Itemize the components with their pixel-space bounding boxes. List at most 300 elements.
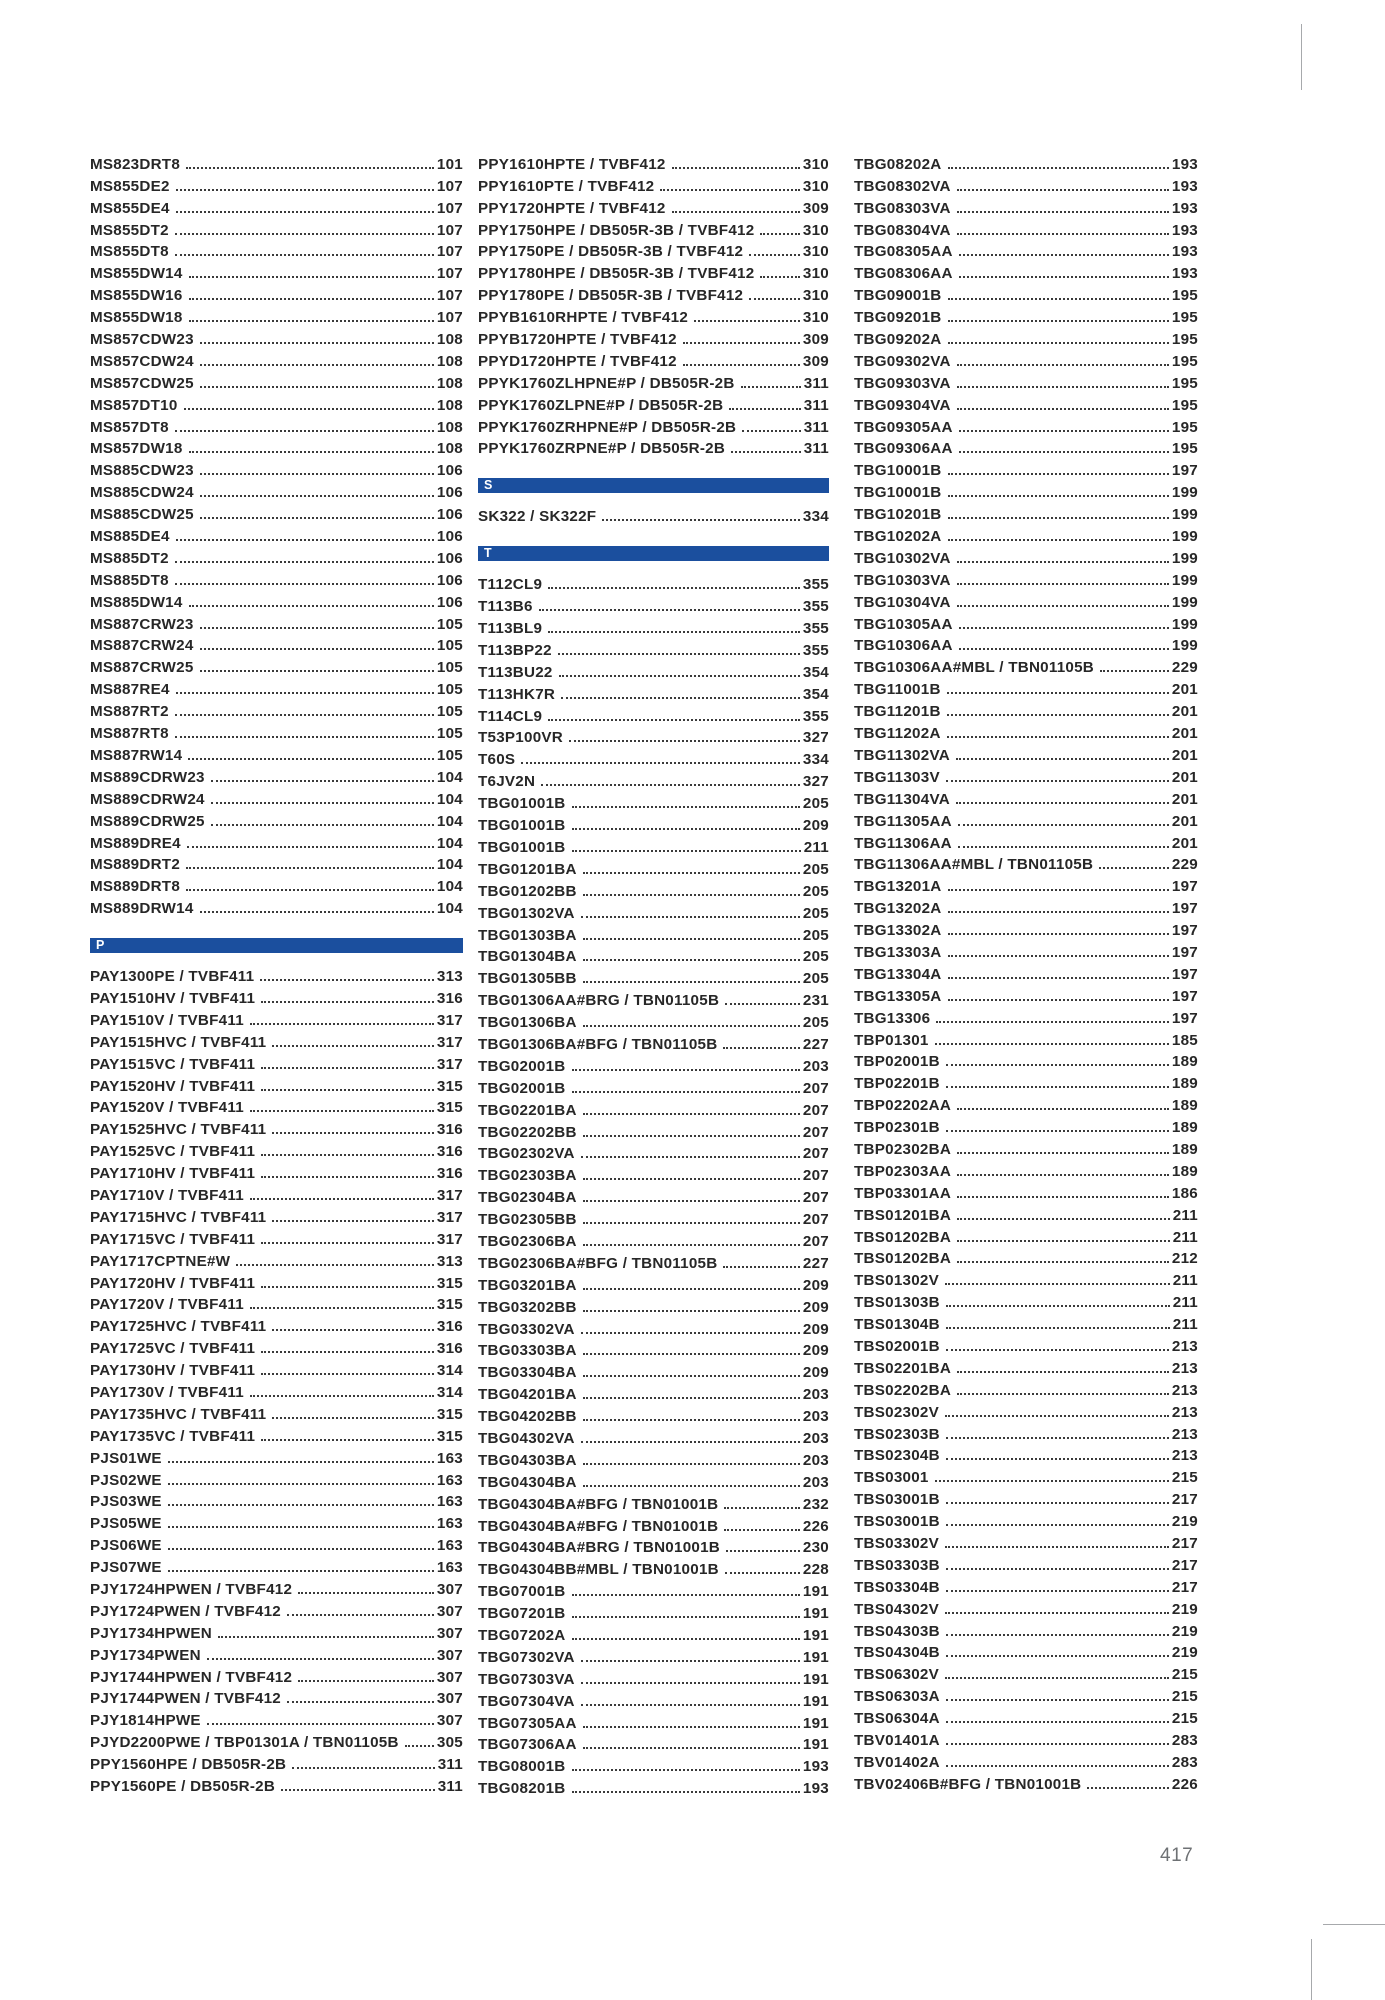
entry-model-code: MS889CDRW24	[90, 790, 205, 808]
dot-leader	[749, 254, 800, 256]
entry-model-code: TBV01402A	[854, 1753, 940, 1771]
entry-model-code: MS855DE2	[90, 177, 170, 195]
index-entry	[478, 1535, 829, 1557]
entry-page-number: 213	[1171, 1447, 1198, 1465]
entry-model-code: PPY1560PE / DB505R-2B	[90, 1778, 276, 1796]
dot-leader	[572, 806, 800, 808]
entry-page-number: 193	[1171, 155, 1198, 173]
index-entry	[90, 1751, 463, 1773]
dot-leader	[946, 1743, 1169, 1745]
entry-page-number: 232	[802, 1495, 829, 1513]
dot-leader	[561, 697, 800, 699]
entry-page-number: 205	[802, 1014, 829, 1032]
dot-leader	[581, 1660, 800, 1662]
entry-model-code: TBP02201B	[854, 1075, 940, 1093]
entry-page-number: 207	[802, 1145, 829, 1163]
index-entry	[478, 856, 829, 878]
index-entry	[854, 1486, 1198, 1508]
entry-page-number: 205	[802, 970, 829, 988]
entry-page-number: 316	[436, 1143, 463, 1161]
dot-leader	[583, 1419, 800, 1421]
dot-leader	[572, 1769, 800, 1771]
crop-mark-top-right	[1301, 24, 1302, 90]
dot-leader	[583, 1726, 800, 1728]
dot-leader	[583, 1485, 800, 1487]
entry-model-code: TBG01001B	[478, 817, 566, 835]
entry-model-code: TBS03001	[854, 1469, 929, 1487]
dot-leader	[946, 1349, 1169, 1351]
index-entry	[854, 1530, 1198, 1552]
index-entry	[854, 414, 1198, 436]
entry-page-number: 105	[436, 659, 463, 677]
dot-leader	[583, 1178, 800, 1180]
entry-model-code: TBS03001B	[854, 1491, 940, 1509]
dot-leader	[957, 211, 1169, 213]
entry-page-number: 193	[1171, 177, 1198, 195]
entry-page-number: 203	[802, 1429, 829, 1447]
index-entry	[478, 348, 829, 370]
entry-model-code: MS887CRW25	[90, 659, 194, 677]
entry-model-code: TBG02001B	[478, 1057, 566, 1075]
entry-model-code: TBG03201BA	[478, 1276, 577, 1294]
index-entry	[90, 567, 463, 589]
index-entry	[854, 1114, 1198, 1136]
dot-leader	[583, 981, 800, 983]
entry-page-number: 201	[1171, 834, 1198, 852]
dot-leader	[683, 364, 800, 366]
entry-page-number: 108	[436, 352, 463, 370]
dot-leader	[583, 1747, 800, 1749]
dot-leader	[583, 1200, 800, 1202]
entry-page-number: 310	[802, 155, 829, 173]
index-entry	[90, 1313, 463, 1335]
dot-leader	[958, 824, 1169, 826]
entry-page-number: 105	[436, 746, 463, 764]
index-entry	[478, 878, 829, 900]
index-entry	[854, 676, 1198, 698]
dot-leader	[292, 1767, 434, 1769]
index-entry	[90, 1226, 463, 1248]
entry-model-code: MS857CDW24	[90, 352, 194, 370]
entry-model-code: T113HK7R	[478, 685, 556, 703]
entry-model-code: TBS04302V	[854, 1600, 939, 1618]
index-entry	[854, 1311, 1198, 1333]
index-entry	[90, 611, 463, 633]
entry-page-number: 106	[436, 593, 463, 611]
entry-model-code: TBV02406B#BFG / TBN01001B	[854, 1775, 1082, 1793]
entry-model-code: TBS03303B	[854, 1556, 940, 1574]
index-entry	[854, 961, 1198, 983]
dot-leader	[959, 451, 1169, 453]
index-entry	[854, 370, 1198, 392]
dot-leader	[261, 1089, 434, 1091]
dot-leader	[948, 517, 1169, 519]
entry-model-code: SK322 / SK322F	[478, 508, 597, 526]
entry-model-code: PPY1750HPE / DB505R-3B / TVBF412	[478, 221, 755, 239]
dot-leader	[749, 298, 800, 300]
index-entry	[478, 1009, 829, 1031]
dot-leader	[725, 1003, 800, 1005]
entry-model-code: TBP02001B	[854, 1053, 940, 1071]
dot-leader	[186, 867, 434, 869]
entry-page-number: 195	[1171, 396, 1198, 414]
entry-model-code: TBG07302VA	[478, 1648, 575, 1666]
dot-leader	[236, 1264, 434, 1266]
dot-leader	[176, 539, 434, 541]
entry-page-number: 191	[802, 1627, 829, 1644]
entry-model-code: PPYK1760ZLPNE#P / DB505R-2B	[478, 396, 724, 414]
entry-model-code: TBG01303BA	[478, 926, 577, 944]
entry-page-number: 106	[436, 506, 463, 524]
dot-leader	[957, 1174, 1169, 1176]
entry-model-code: MS823DRT8	[90, 155, 181, 173]
index-entry	[478, 922, 829, 944]
index-entry	[90, 392, 463, 414]
entry-model-code: TBG09306AA	[854, 440, 953, 458]
entry-model-code: PJY1724PWEN / TVBF412	[90, 1602, 281, 1620]
entry-page-number: 310	[802, 309, 829, 327]
entry-model-code: MS885DT2	[90, 549, 169, 567]
entry-model-code: TBS02303B	[854, 1425, 940, 1443]
entry-model-code: TBG04302VA	[478, 1429, 575, 1447]
index-entry	[854, 1377, 1198, 1399]
entry-model-code: PPY1720HPTE / TVBF412	[478, 199, 666, 217]
entry-model-code: TBG10304VA	[854, 593, 951, 611]
entry-page-number: 107	[436, 199, 463, 217]
entry-model-code: TBP02301B	[854, 1119, 940, 1137]
dot-leader	[726, 1550, 800, 1552]
index-entry	[90, 1554, 463, 1576]
entry-model-code: T6JV2N	[478, 773, 536, 791]
dot-leader	[945, 1546, 1169, 1548]
index-entry	[90, 963, 463, 985]
index-entry	[854, 1421, 1198, 1443]
dot-leader	[272, 1329, 434, 1331]
dot-leader	[176, 692, 434, 694]
entry-page-number: 209	[802, 1320, 829, 1338]
dot-leader	[725, 1572, 800, 1574]
entry-page-number: 219	[1171, 1622, 1198, 1640]
entry-page-number: 199	[1171, 571, 1198, 589]
dot-leader	[218, 1636, 434, 1638]
index-entry	[854, 786, 1198, 808]
entry-model-code: TBG10306AA	[854, 637, 953, 655]
index-entry	[90, 457, 463, 479]
entry-page-number: 108	[436, 331, 463, 349]
entry-model-code: TBG13202A	[854, 900, 942, 918]
index-entry	[90, 523, 463, 545]
entry-model-code: TBV01401A	[854, 1732, 940, 1750]
index-entry	[854, 457, 1198, 479]
dot-leader	[583, 1025, 800, 1027]
entry-page-number: 315	[436, 1099, 463, 1117]
entry-page-number: 107	[436, 309, 463, 327]
entry-page-number: 226	[802, 1517, 829, 1535]
entry-page-number: 310	[802, 177, 829, 195]
entry-page-number: 203	[802, 1408, 829, 1426]
entry-page-number: 205	[802, 860, 829, 878]
index-entry	[90, 1489, 463, 1511]
entry-model-code: MS855DT2	[90, 221, 169, 239]
entry-page-number: 307	[436, 1668, 463, 1686]
entry-page-number: 105	[436, 725, 463, 743]
entry-page-number: 193	[1171, 243, 1198, 261]
index-entry	[478, 282, 829, 304]
index-entry	[478, 304, 829, 326]
entry-model-code: TBG13304A	[854, 965, 942, 983]
entry-model-code: MS885DW14	[90, 593, 183, 611]
entry-model-code: PAY1515VC / TVBF411	[90, 1055, 256, 1073]
index-entry	[478, 1228, 829, 1250]
entry-model-code: TBG09202A	[854, 331, 942, 349]
dot-leader	[946, 1721, 1169, 1723]
index-entry	[478, 260, 829, 282]
dot-leader	[760, 276, 799, 278]
crop-mark-bottom-right-vertical	[1311, 1939, 1312, 2000]
entry-page-number: 195	[1171, 352, 1198, 370]
dot-leader	[741, 386, 801, 388]
entry-page-number: 315	[436, 1077, 463, 1095]
entry-page-number: 205	[802, 926, 829, 944]
entry-page-number: 195	[1171, 418, 1198, 436]
dot-leader	[581, 916, 800, 918]
entry-model-code: PAY1725HVC / TVBF411	[90, 1318, 267, 1336]
dot-leader	[175, 714, 434, 716]
index-entry	[90, 786, 463, 808]
entry-page-number: 316	[436, 1121, 463, 1139]
entry-page-number: 104	[436, 768, 463, 786]
entry-model-code: TBG01202BB	[478, 882, 577, 900]
entry-model-code: TBG08305AA	[854, 243, 953, 261]
entry-page-number: 108	[436, 440, 463, 458]
index-entry	[478, 1053, 829, 1075]
dot-leader	[175, 430, 434, 432]
index-entry	[90, 742, 463, 764]
entry-model-code: PAY1710V / TVBF411	[90, 1186, 244, 1204]
entry-model-code: TBS03304B	[854, 1578, 940, 1596]
entry-page-number: 191	[802, 1605, 829, 1623]
entry-page-number: 211	[1172, 1206, 1198, 1224]
entry-page-number: 189	[1171, 1097, 1198, 1115]
index-entry	[478, 1119, 829, 1141]
entry-page-number: 215	[1171, 1710, 1198, 1728]
dot-leader	[947, 736, 1169, 738]
entry-page-number: 355	[802, 620, 829, 638]
entry-model-code: TBG10202A	[854, 528, 942, 546]
entry-page-number: 209	[802, 1298, 829, 1316]
entry-page-number: 229	[1171, 856, 1198, 874]
entry-page-number: 201	[1171, 703, 1198, 721]
entry-model-code: TBG13306	[854, 1009, 931, 1027]
dot-leader	[959, 627, 1169, 629]
entry-page-number: 354	[802, 663, 829, 681]
dot-leader	[956, 802, 1169, 804]
entry-page-number: 316	[436, 1318, 463, 1336]
entry-model-code: TBP02302BA	[854, 1140, 952, 1158]
entry-page-number: 205	[802, 948, 829, 966]
entry-model-code: TBS02201BA	[854, 1359, 952, 1377]
entry-page-number: 201	[1171, 790, 1198, 808]
entry-page-number: 193	[1171, 221, 1198, 239]
dot-leader	[200, 911, 434, 913]
index-entry	[478, 436, 829, 458]
index-entry	[478, 1688, 829, 1710]
dot-leader	[946, 1568, 1169, 1570]
dot-leader	[583, 1288, 800, 1290]
dot-leader	[581, 1441, 800, 1443]
entry-model-code: TBG04201BA	[478, 1386, 577, 1404]
entry-model-code: T112CL9	[478, 576, 543, 594]
dot-leader	[948, 911, 1169, 913]
dot-leader	[724, 1507, 800, 1509]
entry-page-number: 215	[1171, 1469, 1198, 1487]
index-entry	[478, 1447, 829, 1469]
entry-page-number: 317	[436, 1033, 463, 1051]
entry-model-code: TBG02306BA	[478, 1232, 577, 1250]
dot-leader	[957, 1371, 1169, 1373]
entry-model-code: MS887CRW23	[90, 615, 194, 633]
dot-leader	[272, 1045, 434, 1047]
entry-model-code: TBG09201B	[854, 309, 942, 327]
dot-leader	[189, 298, 434, 300]
index-entry	[90, 1510, 463, 1532]
entry-model-code: TBG02201BA	[478, 1101, 577, 1119]
entry-model-code: TBG10302VA	[854, 549, 951, 567]
footer-page-number: 417	[1160, 1845, 1194, 1866]
dot-leader	[168, 1570, 434, 1572]
entry-model-code: TBG11304VA	[854, 790, 950, 808]
index-entry	[90, 1642, 463, 1664]
dot-leader	[935, 1043, 1169, 1045]
index-entry	[854, 983, 1198, 1005]
entry-page-number: 163	[436, 1449, 463, 1467]
index-entry	[854, 720, 1198, 742]
entry-page-number: 205	[802, 904, 829, 922]
dot-leader	[957, 561, 1169, 563]
dot-leader	[583, 1463, 800, 1465]
dot-leader	[581, 1332, 800, 1334]
entry-page-number: 211	[1172, 1316, 1198, 1334]
entry-model-code: PJS02WE	[90, 1471, 162, 1489]
entry-page-number: 199	[1171, 593, 1198, 611]
index-entry	[90, 895, 463, 917]
dot-leader	[168, 1461, 434, 1463]
dot-leader	[298, 1592, 434, 1594]
index-entry	[478, 1644, 829, 1666]
dot-leader	[176, 211, 434, 213]
dot-leader	[957, 583, 1169, 585]
dot-leader	[168, 1483, 434, 1485]
entry-page-number: 105	[436, 637, 463, 655]
entry-page-number: 283	[1171, 1732, 1198, 1750]
entry-page-number: 309	[802, 331, 829, 349]
entry-model-code: TBG04202BB	[478, 1408, 577, 1426]
entry-model-code: MS855DE4	[90, 199, 170, 217]
dot-leader	[583, 1397, 800, 1399]
index-entry	[90, 370, 463, 392]
entry-page-number: 309	[802, 352, 829, 370]
dot-leader	[572, 850, 801, 852]
entry-page-number: 195	[1171, 331, 1198, 349]
entry-model-code: TBS06304A	[854, 1710, 940, 1728]
dot-leader	[583, 894, 800, 896]
entry-page-number: 197	[1171, 965, 1198, 983]
entry-page-number: 106	[436, 462, 463, 480]
dot-leader	[189, 451, 434, 453]
entry-page-number: 334	[802, 751, 829, 769]
dot-leader	[250, 1110, 434, 1112]
entry-page-number: 307	[436, 1624, 463, 1642]
dot-leader	[959, 648, 1169, 650]
index-entry	[90, 1445, 463, 1467]
entry-page-number: 203	[802, 1473, 829, 1491]
dot-leader	[189, 605, 434, 607]
entry-model-code: TBG02306BA#BFG / TBN01105B	[478, 1254, 718, 1272]
entry-model-code: TBG10001B	[854, 462, 942, 480]
entry-page-number: 197	[1171, 943, 1198, 961]
index-entry	[90, 1423, 463, 1445]
entry-model-code: MS889CDRW23	[90, 768, 205, 786]
entry-page-number: 107	[436, 265, 463, 283]
entry-page-number: 104	[436, 900, 463, 918]
entry-model-code: TBG08302VA	[854, 177, 951, 195]
entry-model-code: TBG09302VA	[854, 352, 951, 370]
dot-leader	[272, 1417, 434, 1419]
index-entry	[854, 1574, 1198, 1596]
entry-page-number: 199	[1171, 506, 1198, 524]
entry-model-code: PAY1715VC / TVBF411	[90, 1230, 256, 1248]
entry-page-number: 205	[802, 882, 829, 900]
entry-model-code: MS855DW18	[90, 309, 183, 327]
index-entry	[478, 987, 829, 1009]
entry-model-code: TBP03301AA	[854, 1184, 952, 1202]
index-entry	[478, 1141, 829, 1163]
index-entry	[854, 1158, 1198, 1180]
entry-model-code: TBG09303VA	[854, 374, 951, 392]
entry-model-code: TBG03202BB	[478, 1298, 577, 1316]
dot-leader	[948, 320, 1169, 322]
entry-page-number: 311	[803, 440, 829, 458]
entry-model-code: T113BL9	[478, 620, 543, 638]
index-entry	[854, 1464, 1198, 1486]
entry-model-code: TBG04304BA#BFG / TBN01001B	[478, 1495, 719, 1513]
dot-leader	[287, 1614, 434, 1616]
entry-model-code: TBG11302VA	[854, 746, 950, 764]
entry-model-code: PPYD1720HPTE / TVBF412	[478, 352, 677, 370]
entry-model-code: PAY1710HV / TVBF411	[90, 1165, 256, 1183]
index-entry	[854, 479, 1198, 501]
entry-page-number: 211	[1172, 1228, 1198, 1246]
entry-model-code: PPY1610PTE / TVBF412	[478, 177, 655, 195]
dot-leader	[200, 517, 434, 519]
entry-page-number: 201	[1171, 812, 1198, 830]
dot-leader	[260, 979, 434, 981]
dot-leader	[572, 1638, 800, 1640]
dot-leader	[250, 1395, 434, 1397]
index-entry	[854, 1027, 1198, 1049]
index-entry	[90, 1292, 463, 1314]
dot-leader	[959, 254, 1169, 256]
entry-page-number: 310	[802, 287, 829, 305]
entry-model-code: PJY1744HPWEN / TVBF412	[90, 1668, 293, 1686]
index-entry	[854, 260, 1198, 282]
dot-leader	[760, 233, 799, 235]
index-entry	[478, 768, 829, 790]
entry-model-code: TBG11202A	[854, 725, 941, 743]
index-entry	[478, 370, 829, 392]
entry-model-code: TBG07305AA	[478, 1714, 577, 1732]
index-entry	[854, 1727, 1198, 1749]
